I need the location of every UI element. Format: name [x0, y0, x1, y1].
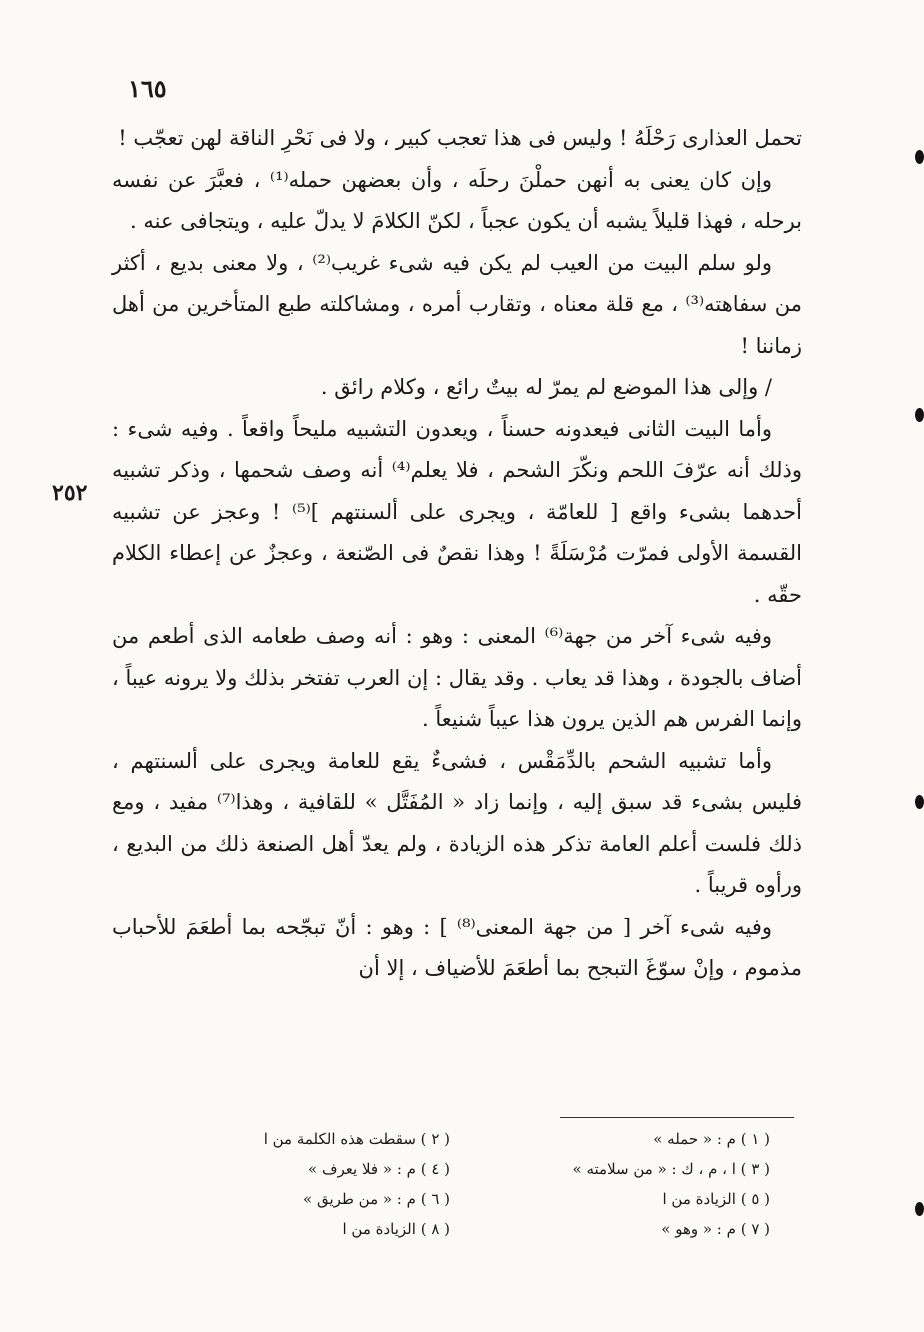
page-number: ١٦٥: [128, 74, 167, 103]
paragraph: وفيه شىء آخر [ من جهة المعنى⁽⁸⁾ ] : وهو : أنّ تبجّحه بما أطعَمَ للأحباب مذموم ، وإنْ سوّغَ التبجح بما أطعَمَ للأضياف ، إلا أن: [112, 914, 802, 980]
paragraph: ولو سلم البيت من العيب لم يكن فيه شىء غريب⁽²⁾ ، ولا معنى بديع ، أكثر من سفاهته⁽³⁾ ، مع قلة معناه ، وتقارب أمره ، ومشاكلته طبع المتأخرين من أهل زماننا !: [112, 250, 802, 358]
footnote: ( ٥ ) الزيادة من ا: [662, 1190, 770, 1208]
footnote: ( ٣ ) ا ، م ، ك : « من سلامته »: [572, 1160, 770, 1178]
binding-hole-mark: [915, 1202, 924, 1216]
paragraph: وأما البيت الثانى فيعدونه حسناً ، ويعدون التشبيه مليحاً واقعاً . وفيه شىء : وذلك أنه عرّفَ اللحم ونكّرَ الشحم ، فلا يعلم⁽⁴⁾ أنه وصف شحمها ، وذكر تشبيه أحدهما بشىء واقع [ للعامّة ، ويجرى على ألسنتهم ]⁽⁵⁾ ! وعجز عن تشبيه القسمة الأولى فمرّت مُرْسَلَةً ! وهذا نقصٌ فى الصّنعة ، وعجزٌ عن إعطاء الكلام حقّه .: [112, 416, 802, 607]
footnote: ( ١ ) م : « حمله »: [653, 1130, 770, 1148]
paragraph: وإن كان يعنى به أنهن حملْنَ رحلَه ، وأن بعضهن حمله⁽¹⁾ ، فعبَّرَ عن نفسه برحله ، فهذا قليلاً يشبه أن يكون عجباً ، لكنّ الكلامَ لا يدلّ عليه ، ويتجافى عنه .: [112, 167, 802, 233]
footnote-divider: [560, 1117, 794, 1118]
paragraph: / وإلى هذا الموضع لم يمرّ له بيتٌ رائع ، وكلام رائق .: [320, 375, 772, 399]
margin-reference-number: ٢٥٢: [52, 480, 88, 506]
binding-hole-mark: [915, 795, 924, 809]
paragraph: وأما تشبيه الشحم بالدِّمَقْس ، فشىءٌ يقع للعامة ويجرى على ألسنتهم ، فليس بشىء قد سبق إليه ، وإنما زاد « المُفَتَّل » للقافية ، وهذا⁽⁷⁾ مفيد ، ومع ذلك فلست أعلم العامة تذكر هذه الزيادة ، ولم يعدّ أهل الصنعة ذلك من البديع ، ورأوه قريباً .: [112, 748, 802, 897]
footnote: ( ٢ ) سقطت هذه الكلمة من ا: [263, 1130, 450, 1148]
paragraph: تحمل العذارى رَحْلَهُ ! وليس فى هذا تعجب كبير ، ولا فى نَحْرِ الناقة لهن تعجّب !: [118, 126, 802, 150]
footnote: ( ٧ ) م : « وهو »: [661, 1220, 770, 1238]
footnote: ( ٨ ) الزيادة من ا: [342, 1220, 450, 1238]
paragraph: وفيه شىء آخر من جهة⁽⁶⁾ المعنى : وهو : أنه وصف طعامه الذى أطعم من أضاف بالجودة ، وهذا قد يعاب . وقد يقال : إن العرب تفتخر بذلك ولا يرونه عيباً ، وإنما الفرس هم الذين يرون هذا عيباً شنيعاً .: [112, 624, 802, 731]
footnotes: [190, 1124, 770, 1244]
footnote: ( ٦ ) م : « من طريق »: [303, 1190, 450, 1208]
footnote: ( ٤ ) م : « فلا يعرف »: [308, 1160, 450, 1178]
binding-hole-mark: [915, 150, 924, 164]
main-text: [112, 118, 802, 990]
binding-hole-mark: [915, 408, 924, 422]
